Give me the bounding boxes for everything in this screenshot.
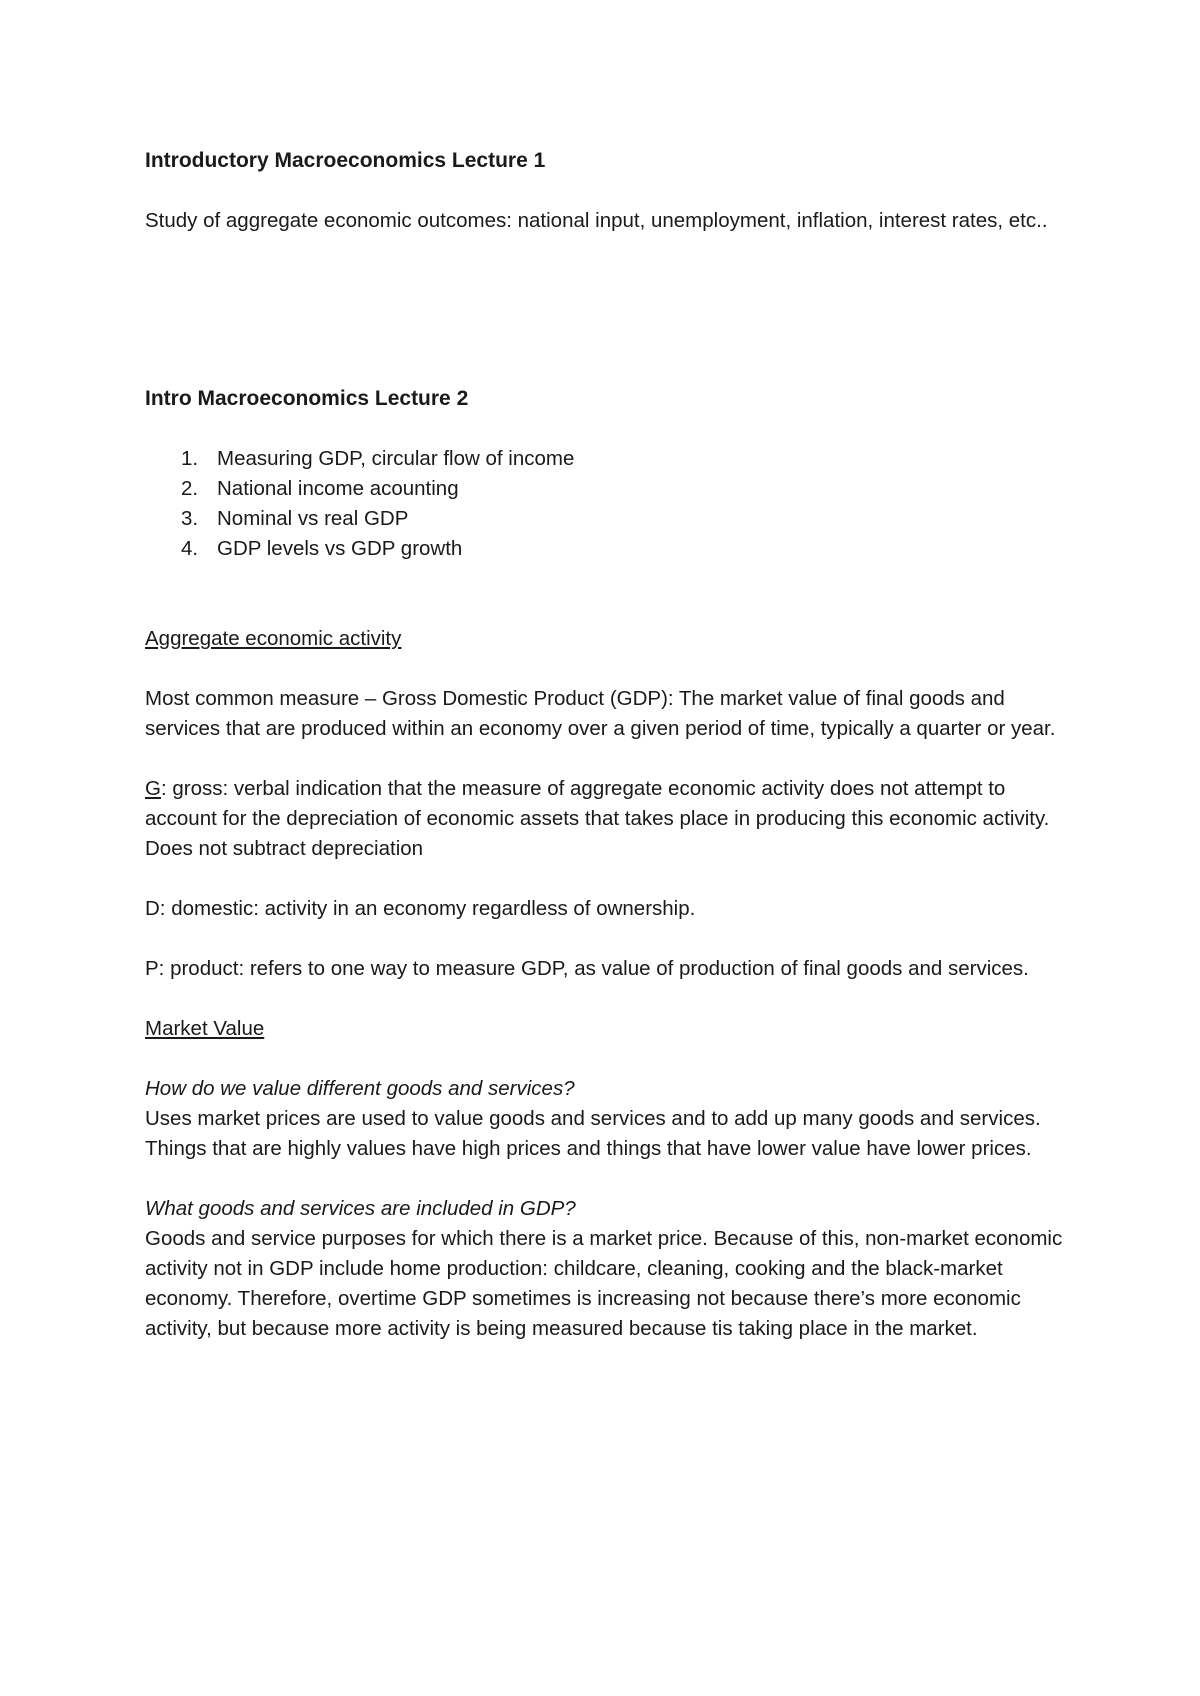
question-1: How do we value different goods and services? [145, 1077, 575, 1100]
list-item: 3. Nominal vs real GDP [181, 507, 409, 530]
lecture2-title: Intro Macroeconomics Lecture 2 [145, 387, 469, 410]
question-2: What goods and services are included in GDP? [145, 1197, 576, 1220]
list-item: 4. GDP levels vs GDP growth [181, 537, 463, 560]
lecture1-summary: Study of aggregate economic outcomes: national input, unemployment, inflation, interest rates, etc.. [145, 209, 1048, 232]
aggregate-heading: Aggregate economic activity [145, 627, 402, 650]
gdp-definition: Most common measure – Gross Domestic Product (GDP): The market value of final goods and services that are produced within an economy over a given period of time, typically a quarter or year. [145, 687, 1056, 740]
domestic-paragraph: D: domestic: activity in an economy regardless of ownership. [145, 897, 696, 920]
product-paragraph: P: product: refers to one way to measure GDP, as value of production of final goods and services. [145, 957, 1029, 980]
lecture1-title: Introductory Macroeconomics Lecture 1 [145, 149, 546, 172]
topic-list [145, 444, 1065, 564]
gross-paragraph: G: gross: verbal indication that the measure of aggregate economic activity does not attempt to account for the depreciation of economic assets that takes place in producing this economic activity. Does not subtract depreciation [145, 777, 1050, 860]
market-value-heading: Market Value [145, 1017, 265, 1040]
g-letter: G [145, 777, 161, 800]
answer-1: Uses market prices are used to value goods and services and to add up many goods and services. Things that are highly values have high prices and things that have lower value have lower prices. [145, 1107, 1041, 1160]
document-page [145, 146, 1065, 1344]
answer-2: Goods and service purposes for which there is a market price. Because of this, non-market economic activity not in GDP include home production: childcare, cleaning, cooking and the black-market economy. Therefore, overtime GDP sometimes is increasing not because there’s more economic activity, but because more activity is being measured because tis taking place in the market. [145, 1227, 1063, 1340]
list-item: 1. Measuring GDP, circular flow of income [181, 447, 575, 470]
list-item: 2. National income acounting [181, 477, 459, 500]
